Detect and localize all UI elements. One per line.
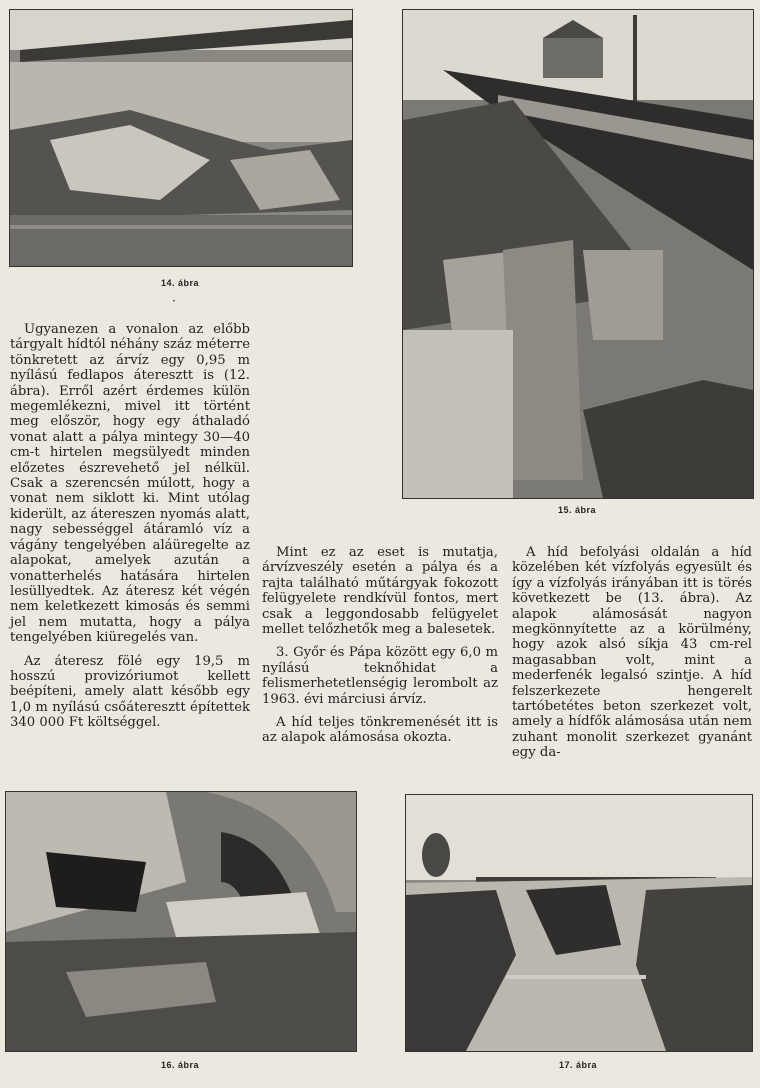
separator-dot: · bbox=[172, 294, 176, 308]
column-2-paragraph-3: A híd teljes tönkremenését itt is az alapok alámosása okozta. bbox=[262, 715, 498, 746]
column-2-paragraph-2: 3. Győr és Pápa között egy 6,0 m nyílású teknőhidat a felismerhetetlenségig lerombolt az 1963. évi márciusi árvíz. bbox=[262, 645, 498, 707]
figure-16-caption: 16. ábra bbox=[160, 1060, 200, 1070]
column-2-paragraph-1: Mint ez az eset is mutatja, árvízveszély esetén a pálya és a rajta található műtárgyak fokozott felügyelete rendkívül fontos, mert csak a leggondosabb felügyelet mellet telőzhetők meg a balesetek. bbox=[262, 545, 498, 638]
figure-17-caption: 17. ábra bbox=[558, 1060, 598, 1070]
text-column-1 bbox=[10, 322, 250, 731]
figure-17-photo bbox=[405, 794, 753, 1052]
column-1-paragraph-2: Az áteresz fölé egy 19,5 m hosszú provizóriumot kellett beépíteni, amely alatt később egy 1,0 m nyílású csőáteresztt építettek 340 000 Ft költséggel. bbox=[10, 653, 250, 731]
figure-15-photo bbox=[402, 9, 754, 499]
figure-15-caption: 15. ábra bbox=[557, 505, 597, 515]
text-column-2 bbox=[262, 545, 498, 746]
figure-14-caption: 14. ábra bbox=[160, 278, 200, 288]
column-3-paragraph-1: A híd befolyási oldalán a híd közelében két vízfolyás egyesült és így a vízfolyás irányában itt is törés következett be (13. ábra). Az alapok alámosását nagyon megkönnyítette az a körülmény, hogy azok alsó síkja 43 cm-rel magasabban volt, mint a mederfenék legalsó szintje. A híd felszerkezete hengerelt tartóbetétes beton szerkezet volt, amely a hídfők alámosása után nem zuhant monolit szerkezet gyanánt egy da- bbox=[512, 545, 752, 761]
figure-14-photo bbox=[9, 9, 353, 267]
text-column-3 bbox=[512, 545, 752, 761]
column-1-paragraph-1: Ugyanezen a vonalon az előbb tárgyalt hídtól néhány száz méterre tönkretett az árvíz egy 0,95 m nyílású fedlapos áteresztt is (12. ábra). Erről azért érdemes külön megemlékezni, mivel itt történt meg először, hogy egy áthaladó vonat alatt a pálya mintegy 30—40 cm-t hirtelen megsülyedt minden előzetes észrevehető jel nélkül. Csak a szerencsén múlott, hogy a vonat nem siklott ki. Mint utólag kiderült, az átereszen nyomás alatt, nagy sebességgel átáramló víz a vágány tengelyében aláüregelte az alapokat, amelyek azután a vonatterhelés hatására hirtelen lesüllyedtek. Az áteresz két végén nem keletkezett kimosás és semmi jel nem mutatta, hogy a pálya tengelyében kiüregelés van. bbox=[10, 322, 250, 646]
figure-16-photo bbox=[5, 791, 357, 1052]
